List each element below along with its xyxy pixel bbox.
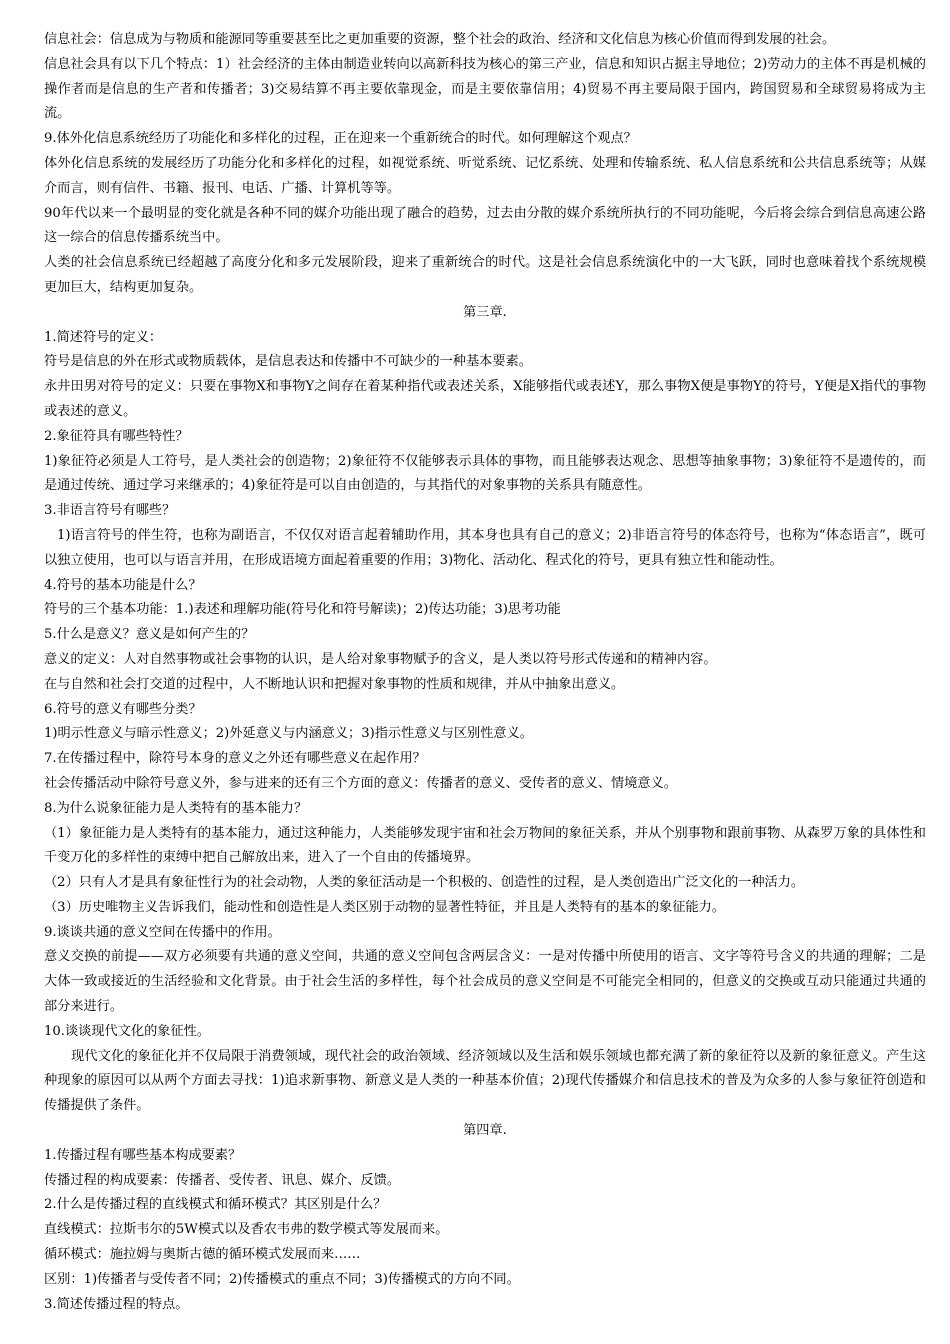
- question-heading: 1.简述符号的定义：: [44, 329, 163, 345]
- paragraph: 现代文化的象征化并不仅局限于消费领域，现代社会的政治领域、经济领域以及生活和娱乐领域也都充满了新的象征符以及新的象征意义。产生这种现象的原因可以从两个方面去寻找：1)追求新事物、新意义是人类的一种基本价值；2)现代传播媒介和信息技术的普及为众多的人参与象征符创造和传播提供了条件。: [44, 1048, 926, 1114]
- question-heading: 9.体外化信息系统经历了功能化和多样化的过程，正在迎来一个重新统合的时代。如何理解这个观点？: [44, 131, 637, 147]
- question-heading: 2.象征符具有哪些特性？: [44, 428, 189, 444]
- question-heading: 3.简述传播过程的特点。: [44, 1296, 189, 1312]
- paragraph: 区别：1)传播者与受传者不同；2)传播模式的重点不同；3)传播模式的方向不同。: [44, 1271, 520, 1287]
- question-heading: 6.符号的意义有哪些分类？: [44, 701, 202, 717]
- paragraph: 符号是信息的外在形式或物质载体，是信息表达和传播中不可缺少的一种基本要素。: [44, 354, 532, 370]
- question-heading: 4.符号的基本功能是什么？: [44, 577, 202, 593]
- question-heading: 5.什么是意义？意义是如何产生的？: [44, 627, 255, 643]
- question-heading: 1.传播过程有哪些基本构成要素？: [44, 1147, 242, 1163]
- paragraph: 社会传播活动中除符号意义外，参与进来的还有三个方面的意义：传播者的意义、受传者的意义、情境意义。: [44, 775, 677, 791]
- paragraph: 1)语言符号的伴生符，也称为副语言，不仅仅对语言起着辅助作用，其本身也具有自己的意义；2)非语言符号的体态符号，也称为“体态语言”，既可以独立使用，也可以与语言并用，在形成语境方面起着重要的作用；3)物化、活动化、程式化的符号，更具有独立性和能动性。: [44, 527, 926, 568]
- question-heading: 10.谈谈现代文化的象征性。: [44, 1023, 211, 1039]
- paragraph: 永井田男对符号的定义：只要在事物X和事物Y之间存在着某种指代或表述关系，X能够指代或表述Y，那么事物X便是事物Y的符号，Y便是X指代的事物或表述的意义。: [44, 379, 926, 419]
- question-heading: 8.为什么说象征能力是人类特有的基本能力？: [44, 800, 308, 816]
- paragraph: 在与自然和社会打交道的过程中，人不断地认识和把握对象事物的性质和规律，并从中抽象出意义。: [44, 676, 625, 692]
- paragraph: 信息社会具有以下几个特点：1）社会经济的主体由制造业转向以高新科技为核心的第三产业，信息和知识占据主导地位；2)劳动力的主体不再是机械的操作者而是信息的生产者和传播者；3)交易结算不再主要依靠现金，而是主要依靠信用；4)贸易不再主要局限于国内，跨国贸易和全球贸易将成为主流。: [44, 56, 926, 122]
- paragraph: 90年代以来一个最明显的变化就是各种不同的媒介功能出现了融合的趋势，过去由分散的媒介系统所执行的不同功能呢，今后将会综合到信息高速公路这一综合的信息传播系统当中。: [44, 205, 926, 246]
- paragraph: 人类的社会信息系统已经超越了高度分化和多元发展阶段，迎来了重新统合的时代。这是社会信息系统演化中的一大飞跃，同时也意味着找个系统规模更加巨大，结构更加复杂。: [44, 255, 926, 295]
- question-heading: 7.在传播过程中，除符号本身的意义之外还有哪些意义在起作用？: [44, 751, 426, 767]
- chapter-heading: 第三章.: [463, 304, 507, 320]
- paragraph: （1）象征能力是人类特有的基本能力，通过这种能力，人类能够发现宇宙和社会万物间的象征关系，并从个别事物和跟前事物、从森罗万象的具体性和千变万化的多样性的束缚中把自己解放出来，进入了一个自由的传播境界。: [44, 825, 926, 866]
- paragraph: 意义的定义：人对自然事物或社会事物的认识，是人给对象事物赋予的含义，是人类以符号形式传递和的精神内容。: [44, 651, 717, 667]
- paragraph: （3）历史唯物主义告诉我们，能动性和创造性是人类区别于动物的显著性特征，并且是人类特有的基本的象征能力。: [44, 899, 725, 915]
- paragraph: 信息社会：信息成为与物质和能源同等重要甚至比之更加重要的资源，整个社会的政治、经济和文化信息为核心价值而得到发展的社会。: [44, 32, 836, 47]
- paragraph: 直线模式：拉斯韦尔的5W模式以及香农韦弗的数学模式等发展而来。: [44, 1222, 449, 1238]
- paragraph: 1)明示性意义与暗示性意义；2)外延意义与内涵意义；3)指示性意义与区别性意义。: [44, 726, 533, 742]
- question-heading: 3.非语言符号有哪些？: [44, 503, 176, 519]
- chapter-heading: 第四章.: [463, 1123, 507, 1139]
- question-heading: 2.什么是传播过程的直线模式和循环模式？其区别是什么？: [44, 1197, 387, 1213]
- paragraph: 符号的三个基本功能：1.)表述和理解功能(符号化和符号解读)；2)传达功能；3)思考功能: [44, 602, 561, 618]
- paragraph: （2）只有人才是具有象征性行为的社会动物，人类的象征活动是一个积极的、创造性的过程，是人类创造出广泛文化的一种活力。: [44, 875, 805, 891]
- paragraph: 意义交换的前提——双方必须要有共通的意义空间，共通的意义空间包含两层含义：一是对传播中所使用的语言、文字等符号含义的共通的理解；二是大体一致或接近的生活经验和文化背景。由于社会生活的多样性，每个社会成员的意义空间是不可能完全相同的，但意义的交换或互动只能通过共通的部分来进行。: [44, 949, 926, 1015]
- paragraph: 传播过程的构成要素：传播者、受传者、讯息、媒介、反馈。: [44, 1172, 401, 1188]
- paragraph: 体外化信息系统的发展经历了功能分化和多样化的过程，如视觉系统、听觉系统、记忆系统、处理和传输系统、私人信息系统和公共信息系统等；从媒介而言，则有信件、书籍、报刊、电话、广播、计算机等等。: [44, 155, 926, 196]
- paragraph: 循环模式：施拉姆与奥斯古德的循环模式发展而来……: [44, 1247, 361, 1263]
- question-heading: 9.谈谈共通的意义空间在传播中的作用。: [44, 924, 281, 940]
- paragraph: 1)象征符必须是人工符号，是人类社会的创造物；2)象征符不仅能够表示具体的事物，而且能够表达观念、思想等抽象事物；3)象征符不是遗传的，而是通过传统、通过学习来继承的；4)象征符是可以自由创造的，与其指代的对象事物的关系具有随意性。: [44, 453, 926, 494]
